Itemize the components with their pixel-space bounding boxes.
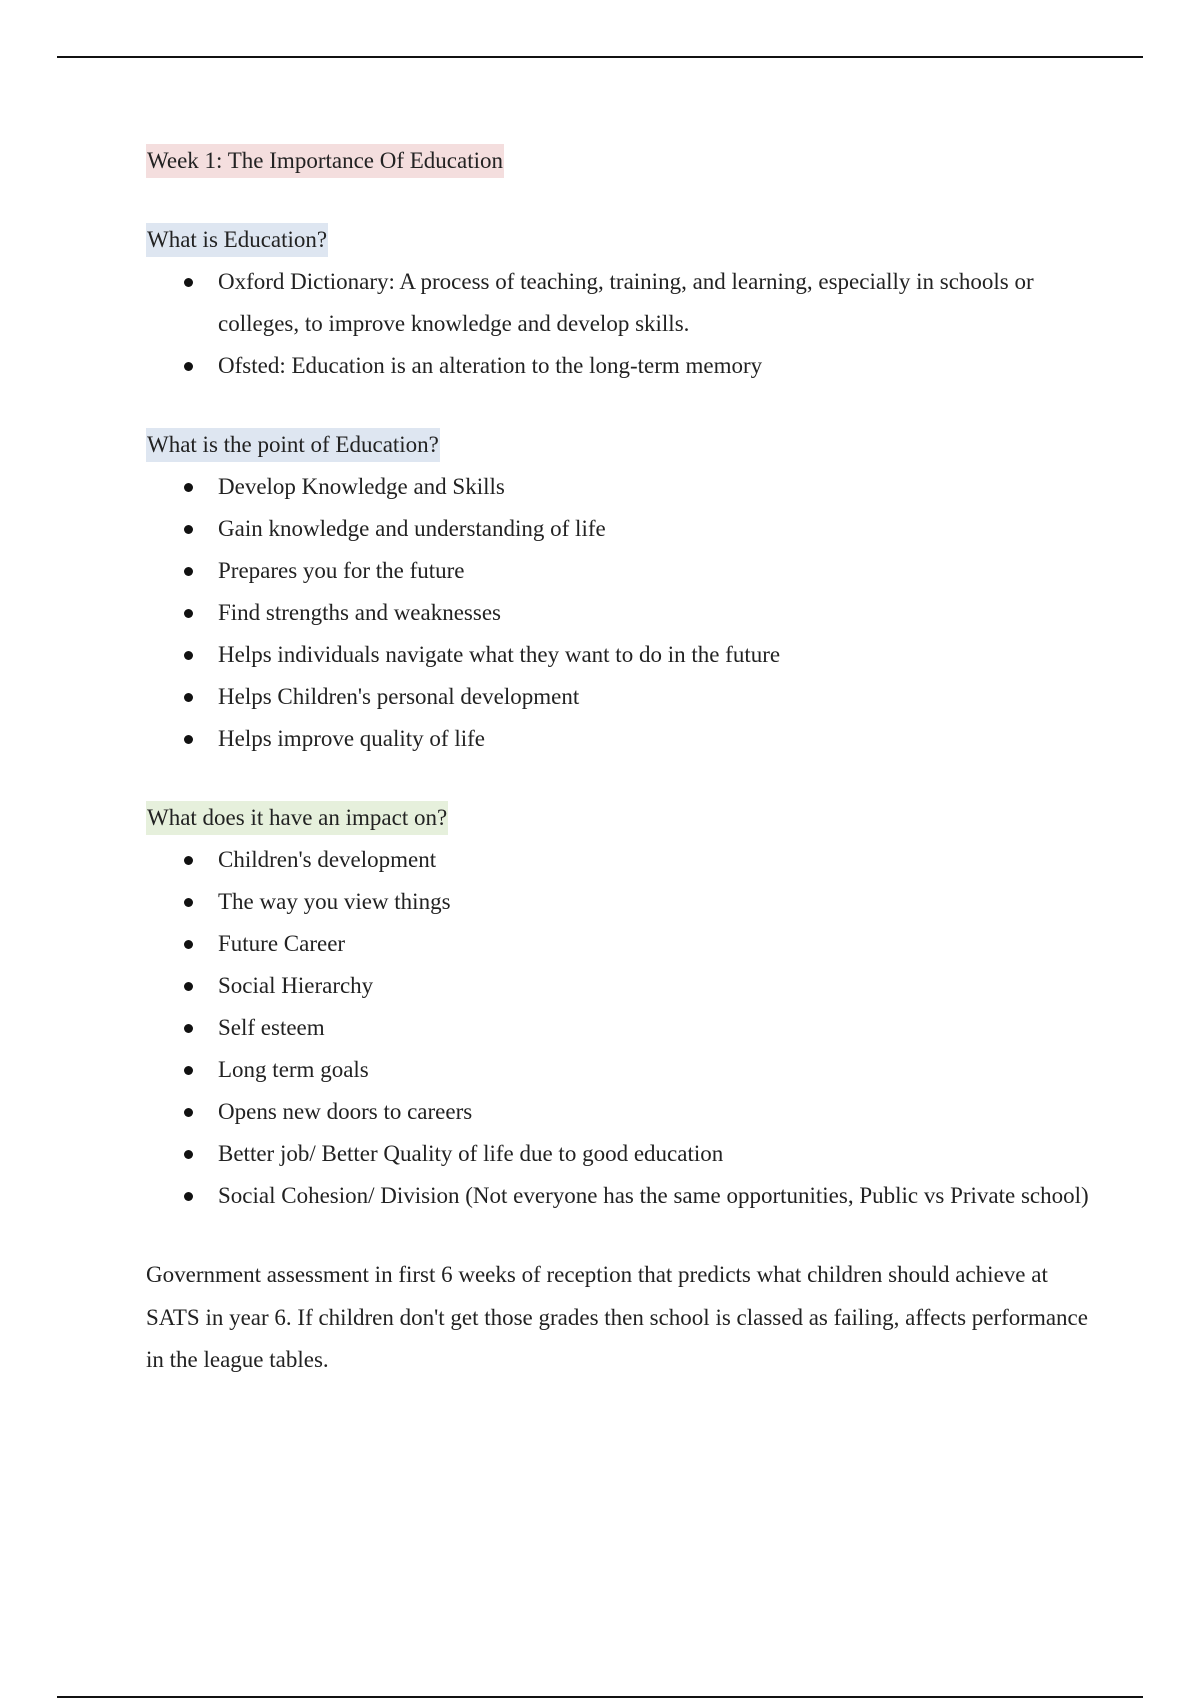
bullet-icon	[184, 483, 193, 492]
list-item: Future Career	[146, 923, 1096, 965]
bottom-rule	[57, 1696, 1143, 1698]
bullet-icon	[184, 651, 193, 660]
section-heading-impact: What does it have an impact on?	[146, 797, 1096, 839]
list-item: Better job/ Better Quality of life due to good education	[146, 1133, 1096, 1175]
list-item: Self esteem	[146, 1007, 1096, 1049]
list-item: Social Hierarchy	[146, 965, 1096, 1007]
list-item: Ofsted: Education is an alteration to the long-term memory	[146, 345, 1096, 387]
bullet-icon	[184, 1066, 193, 1075]
bullet-icon	[184, 609, 193, 618]
document-body	[146, 140, 1096, 1382]
list-item: Gain knowledge and understanding of life	[146, 508, 1096, 550]
list-item: Long term goals	[146, 1049, 1096, 1091]
list-item: Children's development	[146, 839, 1096, 881]
bullet-icon	[184, 567, 193, 576]
bullet-icon	[184, 1150, 193, 1159]
bullet-icon	[184, 982, 193, 991]
list-item: Helps Children's personal development	[146, 676, 1096, 718]
section-heading-what-is-education: What is Education?	[146, 219, 1096, 261]
list-item: Prepares you for the future	[146, 550, 1096, 592]
bullet-icon	[184, 278, 193, 287]
bullet-icon	[184, 1192, 193, 1201]
bullet-icon	[184, 856, 193, 865]
bullet-list-what-is-education	[146, 261, 1096, 387]
bullet-icon	[184, 1024, 193, 1033]
bullet-icon	[184, 898, 193, 907]
bullet-icon	[184, 940, 193, 949]
bullet-icon	[184, 693, 193, 702]
bullet-icon	[184, 525, 193, 534]
list-item: Social Cohesion/ Division (Not everyone has the same opportunities, Public vs Private school)	[146, 1175, 1096, 1217]
title-highlight: Week 1: The Importance Of Education	[146, 144, 504, 178]
bullet-icon	[184, 362, 193, 371]
bullet-icon	[184, 1108, 193, 1117]
bullet-list-impact	[146, 839, 1096, 1217]
list-item: Oxford Dictionary: A process of teaching, training, and learning, especially in schools or colleges, to improve knowledge and develop skills.	[146, 261, 1096, 345]
closing-paragraph: Government assessment in first 6 weeks of reception that predicts what children should achieve at SATS in year 6. If children don't get those grades then school is classed as failing, affects performance in the league tables.	[146, 1262, 1088, 1372]
list-item: The way you view things	[146, 881, 1096, 923]
list-item: Helps improve quality of life	[146, 718, 1096, 760]
list-item: Find strengths and weaknesses	[146, 592, 1096, 634]
list-item: Opens new doors to careers	[146, 1091, 1096, 1133]
list-item: Helps individuals navigate what they want to do in the future	[146, 634, 1096, 676]
bullet-list-point-of-education	[146, 466, 1096, 760]
bullet-icon	[184, 735, 193, 744]
section-heading-point-of-education: What is the point of Education?	[146, 424, 1096, 466]
top-rule	[57, 56, 1143, 58]
list-item: Develop Knowledge and Skills	[146, 466, 1096, 508]
document-title	[146, 140, 1096, 182]
